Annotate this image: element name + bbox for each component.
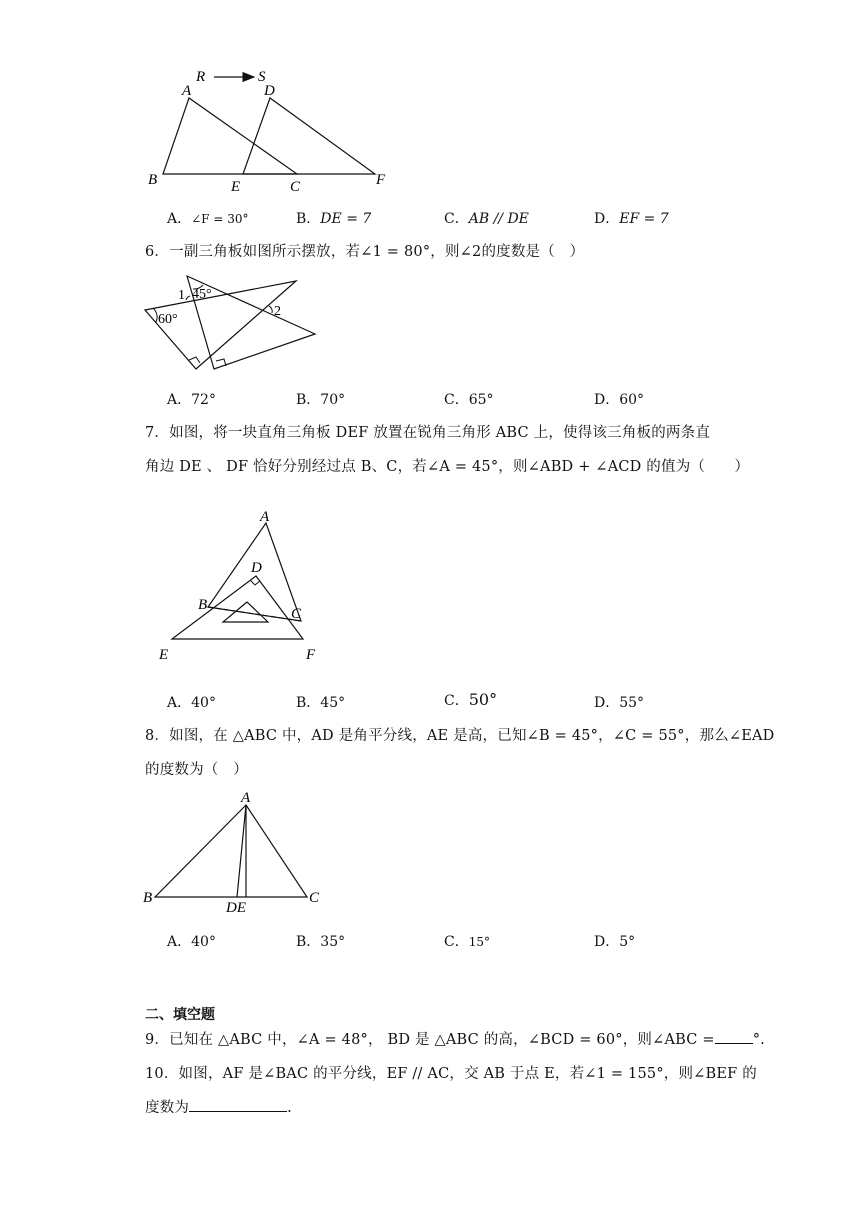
option-text: 60°: [619, 392, 645, 408]
q7-label-b: B: [198, 597, 208, 613]
q8-label-c: C: [309, 890, 320, 906]
q8-option-a[interactable]: [167, 931, 216, 951]
option-text: EF = 7: [619, 211, 669, 227]
q8-segment-ad: [237, 805, 246, 897]
option-text: AB // DE: [468, 211, 529, 227]
option-text: 72°: [191, 392, 216, 408]
q5-label-f: F: [376, 172, 386, 188]
option-text: ∠F = 30°: [191, 212, 249, 226]
option-text: 35°: [320, 934, 346, 950]
option-letter: C．: [444, 934, 469, 950]
q8-option-b[interactable]: [296, 931, 345, 951]
q9-suffix: °.: [752, 1032, 765, 1048]
q10-answer-blank[interactable]: [189, 1097, 287, 1112]
q5-label-a: A: [182, 83, 192, 99]
option-letter: C．: [444, 693, 469, 709]
option-text: 40°: [191, 934, 216, 950]
q6-label-45: 45°: [192, 287, 212, 302]
q7-label-c: C: [291, 606, 302, 622]
option-letter: D．: [594, 695, 620, 711]
q10-stem-line1: 10．如图，AF 是∠BAC 的平分线，EF // AC，交 AB 于点 E，若∠1 = 155°，则∠BEF 的: [145, 1066, 757, 1082]
q8-label-b: B: [143, 890, 153, 906]
option-text: 50°: [468, 690, 498, 709]
q6-stem: 6．一副三角板如图所示摆放，若∠1 = 80°，则∠2的度数是（ ）: [145, 244, 585, 260]
q10-text: 度数为: [145, 1100, 190, 1116]
q7-label-f: F: [306, 647, 316, 663]
option-letter: C．: [444, 211, 469, 227]
option-text: DE = 7: [320, 211, 372, 227]
option-text: 70°: [320, 392, 346, 408]
q5-label-s: S: [258, 69, 266, 85]
q8-label-a: A: [241, 790, 251, 806]
q7-stem-line1: 7．如图，将一块直角三角板 DEF 放置在锐角三角形 ABC 上，使得该三角板的两条直: [145, 425, 711, 441]
q6-label-60: 60°: [158, 312, 178, 327]
option-text: 45°: [320, 695, 346, 711]
q8-option-c[interactable]: [444, 931, 490, 951]
option-letter: B．: [296, 211, 321, 227]
q10-suffix: .: [287, 1100, 292, 1116]
option-letter: D．: [594, 934, 620, 950]
option-text: 5°: [619, 934, 636, 950]
option-letter: A．: [167, 934, 192, 950]
q7-label-e: E: [159, 647, 169, 663]
option-letter: D．: [594, 392, 620, 408]
q10-stem-line2: [145, 1096, 292, 1120]
q7-label-a: A: [260, 509, 270, 525]
q5-label-d: D: [264, 83, 275, 99]
option-text: 40°: [191, 695, 216, 711]
q6-label-1: 1: [178, 288, 185, 303]
q5-label-e: E: [231, 179, 241, 195]
q8-triangle-abc: [155, 805, 307, 897]
q8-option-d[interactable]: [594, 931, 635, 951]
option-text: 55°: [619, 695, 645, 711]
option-letter: B．: [296, 695, 321, 711]
q5-label-b: B: [148, 172, 158, 188]
q9-text: 9．已知在 △ABC 中，∠A = 48°， BD 是 △ABC 的高，∠BCD = 60°，则∠ABC =: [145, 1032, 715, 1048]
option-text: 65°: [468, 392, 494, 408]
option-text: 15°: [468, 935, 490, 949]
option-letter: B．: [296, 392, 321, 408]
option-letter: A．: [167, 392, 192, 408]
section-title: 二、填空题: [145, 1007, 215, 1023]
q7-stem-line2: 角边 DE 、 DF 恰好分别经过点 B、C，若∠A = 45°，则∠ABD + ∠ACD 的值为（ ）: [145, 459, 750, 475]
option-letter: A．: [167, 211, 192, 227]
q8-stem-line1: 8．如图，在 △ABC 中，AD 是角平分线，AE 是高，已知∠B = 45°，∠C = 55°，那么∠EAD: [145, 728, 775, 744]
q8-label-de: DE: [226, 900, 246, 916]
q9-answer-blank[interactable]: [715, 1029, 753, 1044]
q7-label-d: D: [251, 560, 262, 576]
option-letter: B．: [296, 934, 321, 950]
option-letter: A．: [167, 695, 192, 711]
q5-label-r: R: [196, 69, 206, 85]
q5-label-c: C: [290, 179, 301, 195]
q6-label-2: 2: [274, 304, 281, 319]
q8-stem-line2: 的度数为（ ）: [145, 762, 248, 778]
option-letter: C．: [444, 392, 469, 408]
q9-stem: [145, 1028, 765, 1052]
option-letter: D．: [594, 211, 620, 227]
